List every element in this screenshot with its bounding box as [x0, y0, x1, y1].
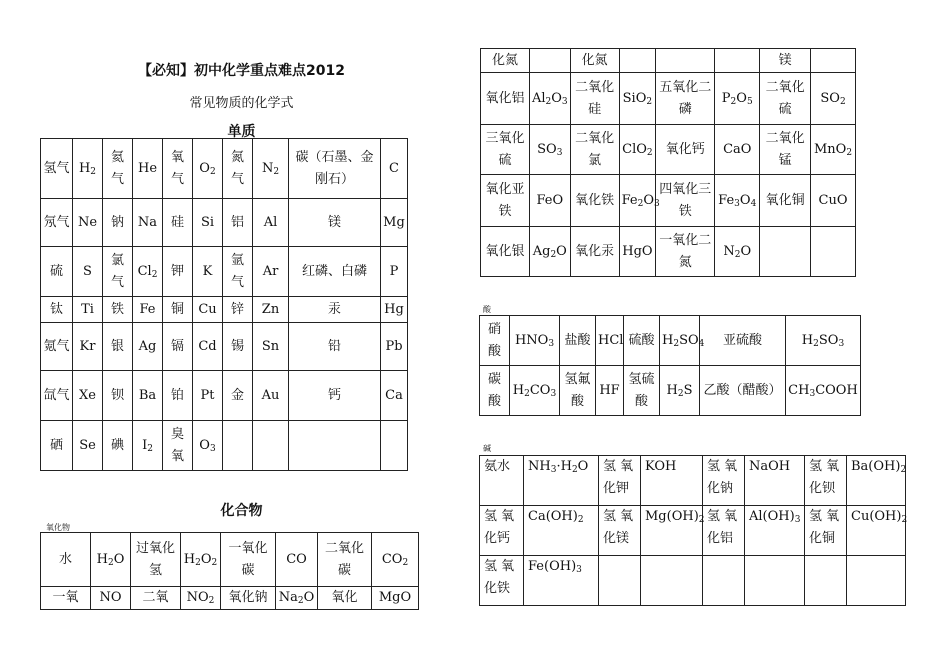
table-cell: 硅 [163, 199, 193, 247]
table-cell: 汞 [289, 297, 381, 323]
table-cell: Ag [133, 323, 163, 371]
table-cell: $Al(OH)_3$ [745, 506, 805, 556]
table-cell: Hg [381, 297, 408, 323]
table-cell: 氢 氧化铜 [805, 506, 847, 556]
table-cell: 二氧 [131, 587, 181, 610]
table-cell: $H_2CO_3$ [510, 366, 560, 416]
bases-label: 碱 [483, 444, 491, 453]
table-row [41, 587, 419, 610]
table-row [481, 73, 856, 125]
table-cell: $H_2O$ [91, 533, 131, 587]
table-row [41, 371, 408, 421]
table-cell: HF [596, 366, 624, 416]
table-cell [805, 556, 847, 606]
table-cell: 四氧化三铁 [656, 175, 715, 227]
table-cell: MnO$_2$ [811, 125, 856, 175]
table-cell: Xe [73, 371, 103, 421]
table-cell: 氧化银 [481, 227, 530, 277]
table-cell: 氧化汞 [570, 227, 619, 277]
table-cell: 氢气 [41, 139, 73, 199]
table-cell: Zn [253, 297, 289, 323]
table-cell: $I_2$ [133, 421, 163, 471]
table-cell: 臭氧 [163, 421, 193, 471]
elements-heading: 单质 [227, 124, 256, 140]
table-cell: $SO_2$ [811, 73, 856, 125]
table-cell: 钾 [163, 247, 193, 297]
table-cell: 金 [223, 371, 253, 421]
table-cell: $Mg(OH)_2$ [641, 506, 703, 556]
table-cell: Ne [73, 199, 103, 247]
table-cell: HCl [596, 316, 624, 366]
table-cell: 氩气 [223, 247, 253, 297]
table-cell: 锌 [223, 297, 253, 323]
table-cell: 氪气 [41, 323, 73, 371]
table-cell [289, 421, 381, 471]
table-row [480, 456, 906, 506]
table-cell: Se [73, 421, 103, 471]
table-cell: 水 [41, 533, 91, 587]
table-cell: $H_2$ [73, 139, 103, 199]
table-cell: $P_2O_5$ [715, 73, 760, 125]
table-cell [811, 227, 856, 277]
table-cell: 二氧化硅 [570, 73, 619, 125]
table-cell: S [73, 247, 103, 297]
table-cell: ClO$_2$ [619, 125, 656, 175]
table-cell [529, 49, 570, 73]
table-cell: 氢 氧化钡 [805, 456, 847, 506]
table-cell: 盐酸 [560, 316, 596, 366]
table-cell: $Ca(OH)_2$ [524, 506, 599, 556]
table-cell: 氢 氧化钙 [480, 506, 524, 556]
table-row [41, 199, 408, 247]
table-cell: $H_2SO_4$ [660, 316, 700, 366]
table-cell: $CH_3COOH$ [786, 366, 861, 416]
table-cell: CaO [715, 125, 760, 175]
table-cell: 铂 [163, 371, 193, 421]
table-cell: $Al_2O_3$ [529, 73, 570, 125]
table-cell: CuO [811, 175, 856, 227]
table-cell: 氧化亚铁 [481, 175, 530, 227]
table-cell: Ar [253, 247, 289, 297]
table-cell: $Na_2O$ [276, 587, 318, 610]
acids-tbody [480, 316, 861, 416]
table-cell: 硫酸 [624, 316, 660, 366]
table-cell: 碳（石墨、金刚石） [289, 139, 381, 199]
table-cell: 氧气 [163, 139, 193, 199]
table-cell: 二氧化硫 [760, 73, 811, 125]
table-cell: 钛 [41, 297, 73, 323]
table-cell: FeO [529, 175, 570, 227]
table-cell: C [381, 139, 408, 199]
table-cell: 氢 氧化钾 [599, 456, 641, 506]
table-cell: 二氧化锰 [760, 125, 811, 175]
table-row [41, 139, 408, 199]
table-cell: 铅 [289, 323, 381, 371]
table-row [41, 247, 408, 297]
table-cell: 过氧化氢 [131, 533, 181, 587]
table-cell: Sn [253, 323, 289, 371]
acids-table [479, 315, 861, 416]
table-cell: Mg [381, 199, 408, 247]
table-cell: 钡 [103, 371, 133, 421]
table-cell: 碳酸 [480, 366, 510, 416]
table-cell: $N_2$ [253, 139, 289, 199]
table-cell: MgO [372, 587, 419, 610]
page-title: 【必知】初中化学重点难点2012 [138, 63, 345, 79]
bases-tbody [480, 456, 906, 606]
oxides-table-left [40, 532, 419, 610]
table-cell: NaOH [745, 456, 805, 506]
table-cell: $N_2O$ [715, 227, 760, 277]
table-row [41, 533, 419, 587]
table-cell: 碘 [103, 421, 133, 471]
table-cell: P [381, 247, 408, 297]
table-cell: 一氧化二氮 [656, 227, 715, 277]
table-cell: 硝酸 [480, 316, 510, 366]
table-cell: 镁 [760, 49, 811, 73]
table-cell: 氙气 [41, 371, 73, 421]
table-cell: $CO_2$ [372, 533, 419, 587]
elements-table [40, 138, 408, 471]
table-cell: He [133, 139, 163, 199]
table-row [481, 125, 856, 175]
table-cell: 化氮 [481, 49, 530, 73]
table-cell: $NH_3\cdot H_2O$ [524, 456, 599, 506]
table-cell: 二氧化氯 [570, 125, 619, 175]
table-cell: 亚硫酸 [700, 316, 786, 366]
table-cell: 氢 氧化铝 [703, 506, 745, 556]
table-cell: Si [193, 199, 223, 247]
table-cell [619, 49, 656, 73]
table-cell: 氧化铜 [760, 175, 811, 227]
table-row [480, 556, 906, 606]
table-cell: 氧化钙 [656, 125, 715, 175]
table-cell: $H_2O_2$ [181, 533, 221, 587]
table-cell: Al [253, 199, 289, 247]
table-cell: $H_2SO_3$ [786, 316, 861, 366]
table-cell: $Cu(OH)_2$ [847, 506, 906, 556]
table-cell: $Cl_2$ [133, 247, 163, 297]
table-cell: 氧化 [318, 587, 372, 610]
table-cell [745, 556, 805, 606]
table-cell [703, 556, 745, 606]
table-cell: 氢氟酸 [560, 366, 596, 416]
oxides-label: 氧化物 [46, 523, 70, 532]
oxides-left-tbody [41, 533, 419, 610]
table-cell: 一氧化碳 [221, 533, 276, 587]
oxides-table-right [480, 48, 856, 277]
table-cell [599, 556, 641, 606]
table-cell: $Fe_2O_3$ [619, 175, 656, 227]
table-cell [715, 49, 760, 73]
table-cell: 氢硫酸 [624, 366, 660, 416]
table-cell: 氦气 [103, 139, 133, 199]
table-cell: 钠 [103, 199, 133, 247]
table-cell: K [193, 247, 223, 297]
section-subtitle: 常见物质的化学式 [189, 96, 294, 111]
table-cell: 硫 [41, 247, 73, 297]
table-cell: $HNO_3$ [510, 316, 560, 366]
oxides-right-tbody [481, 49, 856, 277]
table-cell: 镁 [289, 199, 381, 247]
table-cell: NO [91, 587, 131, 610]
table-row [41, 297, 408, 323]
table-cell: HgO [619, 227, 656, 277]
table-cell [656, 49, 715, 73]
table-cell: 一氧 [41, 587, 91, 610]
table-cell: Na [133, 199, 163, 247]
table-cell: 二氧化碳 [318, 533, 372, 587]
table-row [480, 506, 906, 556]
table-cell: Pb [381, 323, 408, 371]
table-cell: 氧化钠 [221, 587, 276, 610]
table-cell: 硒 [41, 421, 73, 471]
table-cell: 氨水 [480, 456, 524, 506]
table-row [480, 366, 861, 416]
table-cell: 氖气 [41, 199, 73, 247]
table-cell: 氢 氧化铁 [480, 556, 524, 606]
table-cell: Fe [133, 297, 163, 323]
table-cell: $SO_3$ [529, 125, 570, 175]
table-cell: Ba [133, 371, 163, 421]
table-cell: SiO$_2$ [619, 73, 656, 125]
table-cell: Kr [73, 323, 103, 371]
table-cell: 氧化铝 [481, 73, 530, 125]
table-cell: CO [276, 533, 318, 587]
table-cell: 三氧化硫 [481, 125, 530, 175]
table-row [481, 49, 856, 73]
table-cell: Au [253, 371, 289, 421]
table-cell: $NO_2$ [181, 587, 221, 610]
table-cell: 红磷、白磷 [289, 247, 381, 297]
table-cell [381, 421, 408, 471]
table-cell: 氧化铁 [570, 175, 619, 227]
table-cell: Pt [193, 371, 223, 421]
table-row [41, 323, 408, 371]
table-cell: 铜 [163, 297, 193, 323]
table-row [481, 227, 856, 277]
table-cell [641, 556, 703, 606]
table-cell [760, 227, 811, 277]
table-cell: 钙 [289, 371, 381, 421]
table-cell: $Ag_2O$ [529, 227, 570, 277]
table-cell [223, 421, 253, 471]
table-cell: 铝 [223, 199, 253, 247]
table-cell: 氢 氧化钠 [703, 456, 745, 506]
table-cell [811, 49, 856, 73]
table-row [480, 316, 861, 366]
table-cell: 银 [103, 323, 133, 371]
acids-label: 酸 [483, 305, 491, 314]
table-cell: 氮气 [223, 139, 253, 199]
table-row [481, 175, 856, 227]
table-cell [847, 556, 906, 606]
table-cell: 乙酸（醋酸） [700, 366, 786, 416]
table-cell: $H_2S$ [660, 366, 700, 416]
table-row [41, 421, 408, 471]
table-cell: $Fe_3O_4$ [715, 175, 760, 227]
table-cell: Ti [73, 297, 103, 323]
table-cell: $Fe(OH)_3$ [524, 556, 599, 606]
table-cell: Cd [193, 323, 223, 371]
table-cell: $O_3$ [193, 421, 223, 471]
bases-table [479, 455, 906, 606]
table-cell: 化氮 [570, 49, 619, 73]
table-cell [253, 421, 289, 471]
elements-tbody [41, 139, 408, 471]
table-cell: 锡 [223, 323, 253, 371]
compounds-heading: 化合物 [220, 503, 263, 519]
table-cell: 铁 [103, 297, 133, 323]
table-cell: KOH [641, 456, 703, 506]
table-cell: 氯气 [103, 247, 133, 297]
table-cell: Cu [193, 297, 223, 323]
table-cell: $O_2$ [193, 139, 223, 199]
table-cell: $Ba(OH)_2$ [847, 456, 906, 506]
table-cell: 镉 [163, 323, 193, 371]
table-cell: 氢 氧化镁 [599, 506, 641, 556]
table-cell: Ca [381, 371, 408, 421]
table-cell: 五氧化二磷 [656, 73, 715, 125]
